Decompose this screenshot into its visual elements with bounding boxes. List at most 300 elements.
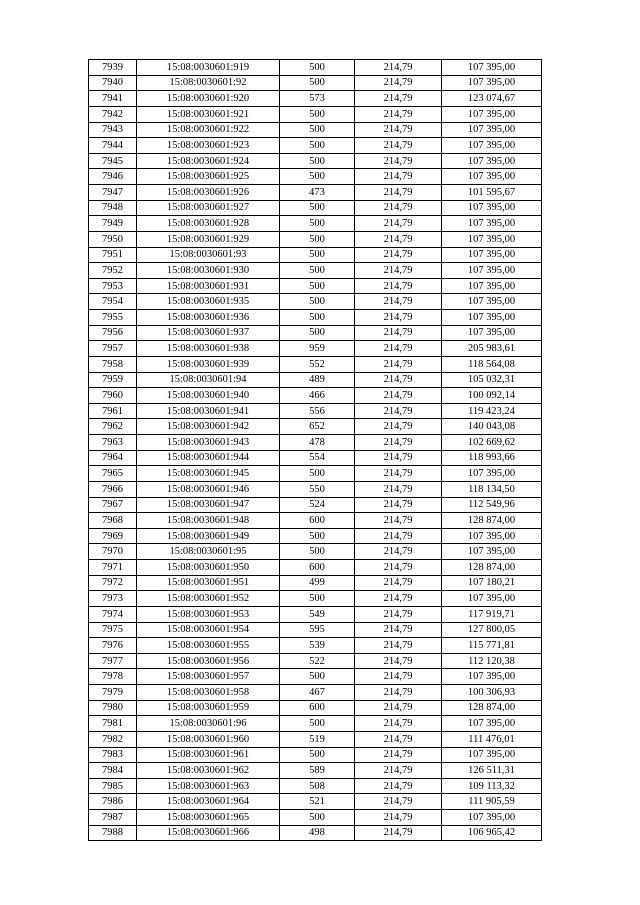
table-row <box>89 794 542 810</box>
row-number-cell: 7973 <box>89 591 137 607</box>
rate-cell: 214,79 <box>355 138 442 154</box>
row-number-cell: 7946 <box>89 169 137 185</box>
table-row <box>89 544 542 560</box>
area-cell: 600 <box>280 560 355 576</box>
area-cell: 959 <box>280 341 355 357</box>
table-row <box>89 591 542 607</box>
area-cell: 467 <box>280 685 355 701</box>
cadastral-number-cell: 15:08:0030601:946 <box>137 481 280 497</box>
table-row <box>89 372 542 388</box>
area-cell: 500 <box>280 669 355 685</box>
cadastral-number-cell: 15:08:0030601:940 <box>137 388 280 404</box>
table-row <box>89 185 542 201</box>
area-cell: 652 <box>280 419 355 435</box>
row-number-cell: 7945 <box>89 153 137 169</box>
table-row <box>89 716 542 732</box>
table-row <box>89 778 542 794</box>
data-table <box>88 59 542 841</box>
rate-cell: 214,79 <box>355 60 442 76</box>
area-cell: 524 <box>280 497 355 513</box>
rate-cell: 214,79 <box>355 403 442 419</box>
row-number-cell: 7953 <box>89 278 137 294</box>
table-row <box>89 91 542 107</box>
row-number-cell: 7964 <box>89 450 137 466</box>
table-row <box>89 278 542 294</box>
area-cell: 500 <box>280 247 355 263</box>
cadastral-number-cell: 15:08:0030601:937 <box>137 325 280 341</box>
row-number-cell: 7949 <box>89 216 137 232</box>
cadastral-number-cell: 15:08:0030601:949 <box>137 528 280 544</box>
rate-cell: 214,79 <box>355 310 442 326</box>
rate-cell: 214,79 <box>355 763 442 779</box>
cost-cell: 105 032,31 <box>442 372 542 388</box>
row-number-cell: 7962 <box>89 419 137 435</box>
table-row <box>89 216 542 232</box>
cadastral-number-cell: 15:08:0030601:93 <box>137 247 280 263</box>
table-row <box>89 153 542 169</box>
cadastral-number-cell: 15:08:0030601:963 <box>137 778 280 794</box>
cost-cell: 107 395,00 <box>442 122 542 138</box>
row-number-cell: 7951 <box>89 247 137 263</box>
cost-cell: 107 395,00 <box>442 75 542 91</box>
cadastral-number-cell: 15:08:0030601:95 <box>137 544 280 560</box>
rate-cell: 214,79 <box>355 231 442 247</box>
cadastral-number-cell: 15:08:0030601:954 <box>137 622 280 638</box>
cadastral-number-cell: 15:08:0030601:948 <box>137 513 280 529</box>
rate-cell: 214,79 <box>355 200 442 216</box>
area-cell: 519 <box>280 731 355 747</box>
cost-cell: 107 395,00 <box>442 528 542 544</box>
table-row <box>89 825 542 841</box>
cadastral-number-cell: 15:08:0030601:943 <box>137 435 280 451</box>
cadastral-number-cell: 15:08:0030601:945 <box>137 466 280 482</box>
cadastral-number-cell: 15:08:0030601:964 <box>137 794 280 810</box>
table-row <box>89 122 542 138</box>
row-number-cell: 7952 <box>89 263 137 279</box>
table-row <box>89 325 542 341</box>
cadastral-number-cell: 15:08:0030601:941 <box>137 403 280 419</box>
cost-cell: 107 395,00 <box>442 169 542 185</box>
cost-cell: 112 549,96 <box>442 497 542 513</box>
table-row <box>89 528 542 544</box>
table-row <box>89 200 542 216</box>
rate-cell: 214,79 <box>355 575 442 591</box>
table-row <box>89 481 542 497</box>
area-cell: 549 <box>280 606 355 622</box>
table-row <box>89 294 542 310</box>
rate-cell: 214,79 <box>355 419 442 435</box>
cost-cell: 107 395,00 <box>442 325 542 341</box>
cost-cell: 140 043,08 <box>442 419 542 435</box>
cost-cell: 107 395,00 <box>442 466 542 482</box>
row-number-cell: 7971 <box>89 560 137 576</box>
table-row <box>89 731 542 747</box>
table-row <box>89 231 542 247</box>
cadastral-number-cell: 15:08:0030601:927 <box>137 200 280 216</box>
table-row <box>89 685 542 701</box>
rate-cell: 214,79 <box>355 638 442 654</box>
rate-cell: 214,79 <box>355 685 442 701</box>
row-number-cell: 7948 <box>89 200 137 216</box>
rate-cell: 214,79 <box>355 794 442 810</box>
cost-cell: 111 476,01 <box>442 731 542 747</box>
area-cell: 500 <box>280 263 355 279</box>
area-cell: 500 <box>280 747 355 763</box>
row-number-cell: 7983 <box>89 747 137 763</box>
cost-cell: 118 134,50 <box>442 481 542 497</box>
rate-cell: 214,79 <box>355 513 442 529</box>
cost-cell: 109 113,32 <box>442 778 542 794</box>
row-number-cell: 7960 <box>89 388 137 404</box>
cadastral-number-cell: 15:08:0030601:936 <box>137 310 280 326</box>
table-row <box>89 622 542 638</box>
rate-cell: 214,79 <box>355 700 442 716</box>
area-cell: 500 <box>280 294 355 310</box>
rate-cell: 214,79 <box>355 169 442 185</box>
cost-cell: 100 306,93 <box>442 685 542 701</box>
table-row <box>89 60 542 76</box>
table-row <box>89 138 542 154</box>
cadastral-number-cell: 15:08:0030601:922 <box>137 122 280 138</box>
cost-cell: 119 423,24 <box>442 403 542 419</box>
rate-cell: 214,79 <box>355 466 442 482</box>
area-cell: 539 <box>280 638 355 654</box>
rate-cell: 214,79 <box>355 716 442 732</box>
rate-cell: 214,79 <box>355 356 442 372</box>
row-number-cell: 7978 <box>89 669 137 685</box>
cadastral-number-cell: 15:08:0030601:929 <box>137 231 280 247</box>
row-number-cell: 7987 <box>89 810 137 826</box>
rate-cell: 214,79 <box>355 91 442 107</box>
area-cell: 500 <box>280 544 355 560</box>
area-cell: 556 <box>280 403 355 419</box>
row-number-cell: 7940 <box>89 75 137 91</box>
table-row <box>89 169 542 185</box>
row-number-cell: 7950 <box>89 231 137 247</box>
cost-cell: 107 395,00 <box>442 716 542 732</box>
cost-cell: 107 395,00 <box>442 294 542 310</box>
cost-cell: 118 993,66 <box>442 450 542 466</box>
cadastral-number-cell: 15:08:0030601:961 <box>137 747 280 763</box>
table-row <box>89 575 542 591</box>
row-number-cell: 7985 <box>89 778 137 794</box>
cost-cell: 115 771,81 <box>442 638 542 654</box>
table-row <box>89 435 542 451</box>
row-number-cell: 7961 <box>89 403 137 419</box>
cadastral-number-cell: 15:08:0030601:965 <box>137 810 280 826</box>
cost-cell: 102 669,62 <box>442 435 542 451</box>
rate-cell: 214,79 <box>355 263 442 279</box>
cadastral-number-cell: 15:08:0030601:957 <box>137 669 280 685</box>
area-cell: 498 <box>280 825 355 841</box>
rate-cell: 214,79 <box>355 75 442 91</box>
row-number-cell: 7943 <box>89 122 137 138</box>
row-number-cell: 7967 <box>89 497 137 513</box>
rate-cell: 214,79 <box>355 388 442 404</box>
table-row <box>89 497 542 513</box>
table-row <box>89 263 542 279</box>
rate-cell: 214,79 <box>355 653 442 669</box>
rate-cell: 214,79 <box>355 153 442 169</box>
cost-cell: 128 874,00 <box>442 560 542 576</box>
cost-cell: 106 965,42 <box>442 825 542 841</box>
area-cell: 589 <box>280 763 355 779</box>
row-number-cell: 7944 <box>89 138 137 154</box>
rate-cell: 214,79 <box>355 435 442 451</box>
cost-cell: 107 395,00 <box>442 200 542 216</box>
row-number-cell: 7984 <box>89 763 137 779</box>
area-cell: 478 <box>280 435 355 451</box>
row-number-cell: 7975 <box>89 622 137 638</box>
rate-cell: 214,79 <box>355 450 442 466</box>
rate-cell: 214,79 <box>355 278 442 294</box>
row-number-cell: 7970 <box>89 544 137 560</box>
area-cell: 550 <box>280 481 355 497</box>
cost-cell: 107 395,00 <box>442 669 542 685</box>
cadastral-number-cell: 15:08:0030601:921 <box>137 106 280 122</box>
area-cell: 573 <box>280 91 355 107</box>
area-cell: 489 <box>280 372 355 388</box>
area-cell: 500 <box>280 106 355 122</box>
cadastral-number-cell: 15:08:0030601:925 <box>137 169 280 185</box>
table-row <box>89 638 542 654</box>
table-row <box>89 247 542 263</box>
cost-cell: 107 395,00 <box>442 747 542 763</box>
table-row <box>89 310 542 326</box>
cost-cell: 100 092,14 <box>442 388 542 404</box>
rate-cell: 214,79 <box>355 294 442 310</box>
table-row <box>89 466 542 482</box>
cost-cell: 117 919,71 <box>442 606 542 622</box>
area-cell: 499 <box>280 575 355 591</box>
cadastral-number-cell: 15:08:0030601:938 <box>137 341 280 357</box>
table-row <box>89 75 542 91</box>
cost-cell: 112 120,38 <box>442 653 542 669</box>
cost-cell: 107 395,00 <box>442 216 542 232</box>
area-cell: 500 <box>280 60 355 76</box>
row-number-cell: 7981 <box>89 716 137 732</box>
cost-cell: 126 511,31 <box>442 763 542 779</box>
rate-cell: 214,79 <box>355 731 442 747</box>
cost-cell: 107 395,00 <box>442 153 542 169</box>
cadastral-number-cell: 15:08:0030601:939 <box>137 356 280 372</box>
area-cell: 500 <box>280 325 355 341</box>
table-row <box>89 450 542 466</box>
cost-cell: 107 395,00 <box>442 106 542 122</box>
area-cell: 500 <box>280 216 355 232</box>
area-cell: 500 <box>280 122 355 138</box>
cadastral-number-cell: 15:08:0030601:924 <box>137 153 280 169</box>
area-cell: 500 <box>280 810 355 826</box>
rate-cell: 214,79 <box>355 247 442 263</box>
rate-cell: 214,79 <box>355 106 442 122</box>
cost-cell: 107 395,00 <box>442 278 542 294</box>
cadastral-number-cell: 15:08:0030601:930 <box>137 263 280 279</box>
row-number-cell: 7956 <box>89 325 137 341</box>
area-cell: 595 <box>280 622 355 638</box>
table-row <box>89 669 542 685</box>
cadastral-number-cell: 15:08:0030601:931 <box>137 278 280 294</box>
table-row <box>89 560 542 576</box>
table-row <box>89 763 542 779</box>
row-number-cell: 7954 <box>89 294 137 310</box>
row-number-cell: 7982 <box>89 731 137 747</box>
rate-cell: 214,79 <box>355 528 442 544</box>
cadastral-number-cell: 15:08:0030601:92 <box>137 75 280 91</box>
cadastral-number-cell: 15:08:0030601:96 <box>137 716 280 732</box>
rate-cell: 214,79 <box>355 481 442 497</box>
area-cell: 500 <box>280 466 355 482</box>
area-cell: 500 <box>280 138 355 154</box>
row-number-cell: 7969 <box>89 528 137 544</box>
rate-cell: 214,79 <box>355 825 442 841</box>
row-number-cell: 7939 <box>89 60 137 76</box>
cadastral-number-cell: 15:08:0030601:942 <box>137 419 280 435</box>
table-row <box>89 700 542 716</box>
area-cell: 522 <box>280 653 355 669</box>
cost-cell: 123 074,67 <box>442 91 542 107</box>
row-number-cell: 7980 <box>89 700 137 716</box>
area-cell: 500 <box>280 200 355 216</box>
cadastral-number-cell: 15:08:0030601:959 <box>137 700 280 716</box>
cost-cell: 107 395,00 <box>442 231 542 247</box>
rate-cell: 214,79 <box>355 622 442 638</box>
cost-cell: 107 395,00 <box>442 138 542 154</box>
rate-cell: 214,79 <box>355 185 442 201</box>
cost-cell: 118 564,08 <box>442 356 542 372</box>
cadastral-number-cell: 15:08:0030601:920 <box>137 91 280 107</box>
cost-cell: 111 905,59 <box>442 794 542 810</box>
area-cell: 600 <box>280 700 355 716</box>
cadastral-number-cell: 15:08:0030601:962 <box>137 763 280 779</box>
cadastral-number-cell: 15:08:0030601:956 <box>137 653 280 669</box>
rate-cell: 214,79 <box>355 544 442 560</box>
rate-cell: 214,79 <box>355 216 442 232</box>
row-number-cell: 7955 <box>89 310 137 326</box>
cost-cell: 107 395,00 <box>442 310 542 326</box>
row-number-cell: 7986 <box>89 794 137 810</box>
rate-cell: 214,79 <box>355 560 442 576</box>
row-number-cell: 7958 <box>89 356 137 372</box>
cost-cell: 127 800,05 <box>442 622 542 638</box>
cost-cell: 128 874,00 <box>442 700 542 716</box>
area-cell: 552 <box>280 356 355 372</box>
row-number-cell: 7947 <box>89 185 137 201</box>
area-cell: 500 <box>280 528 355 544</box>
cost-cell: 107 395,00 <box>442 591 542 607</box>
table-row <box>89 606 542 622</box>
table-row <box>89 341 542 357</box>
cost-cell: 107 395,00 <box>442 60 542 76</box>
row-number-cell: 7959 <box>89 372 137 388</box>
rate-cell: 214,79 <box>355 606 442 622</box>
cadastral-number-cell: 15:08:0030601:935 <box>137 294 280 310</box>
table-row <box>89 403 542 419</box>
cadastral-number-cell: 15:08:0030601:966 <box>137 825 280 841</box>
table-row <box>89 810 542 826</box>
area-cell: 521 <box>280 794 355 810</box>
area-cell: 500 <box>280 310 355 326</box>
area-cell: 500 <box>280 278 355 294</box>
rate-cell: 214,79 <box>355 778 442 794</box>
area-cell: 466 <box>280 388 355 404</box>
cadastral-number-cell: 15:08:0030601:928 <box>137 216 280 232</box>
row-number-cell: 7942 <box>89 106 137 122</box>
rate-cell: 214,79 <box>355 747 442 763</box>
rate-cell: 214,79 <box>355 341 442 357</box>
cadastral-number-cell: 15:08:0030601:950 <box>137 560 280 576</box>
area-cell: 500 <box>280 716 355 732</box>
table-row <box>89 747 542 763</box>
row-number-cell: 7963 <box>89 435 137 451</box>
cadastral-number-cell: 15:08:0030601:947 <box>137 497 280 513</box>
cadastral-number-cell: 15:08:0030601:955 <box>137 638 280 654</box>
table-row <box>89 106 542 122</box>
table-row <box>89 419 542 435</box>
cadastral-number-cell: 15:08:0030601:919 <box>137 60 280 76</box>
cost-cell: 128 874,00 <box>442 513 542 529</box>
rate-cell: 214,79 <box>355 591 442 607</box>
area-cell: 500 <box>280 231 355 247</box>
row-number-cell: 7976 <box>89 638 137 654</box>
rate-cell: 214,79 <box>355 325 442 341</box>
row-number-cell: 7941 <box>89 91 137 107</box>
area-cell: 508 <box>280 778 355 794</box>
cost-cell: 107 395,00 <box>442 544 542 560</box>
area-cell: 500 <box>280 169 355 185</box>
cadastral-number-cell: 15:08:0030601:944 <box>137 450 280 466</box>
cost-cell: 101 595,67 <box>442 185 542 201</box>
row-number-cell: 7957 <box>89 341 137 357</box>
row-number-cell: 7972 <box>89 575 137 591</box>
rate-cell: 214,79 <box>355 122 442 138</box>
table-body <box>89 60 542 841</box>
table-row <box>89 513 542 529</box>
rate-cell: 214,79 <box>355 810 442 826</box>
cadastral-number-cell: 15:08:0030601:951 <box>137 575 280 591</box>
row-number-cell: 7977 <box>89 653 137 669</box>
cadastral-number-cell: 15:08:0030601:952 <box>137 591 280 607</box>
area-cell: 500 <box>280 75 355 91</box>
cost-cell: 107 395,00 <box>442 810 542 826</box>
row-number-cell: 7974 <box>89 606 137 622</box>
cadastral-number-cell: 15:08:0030601:923 <box>137 138 280 154</box>
row-number-cell: 7988 <box>89 825 137 841</box>
cadastral-number-cell: 15:08:0030601:958 <box>137 685 280 701</box>
area-cell: 500 <box>280 153 355 169</box>
table-row <box>89 356 542 372</box>
row-number-cell: 7979 <box>89 685 137 701</box>
cost-cell: 205 983,61 <box>442 341 542 357</box>
area-cell: 473 <box>280 185 355 201</box>
cadastral-number-cell: 15:08:0030601:94 <box>137 372 280 388</box>
rate-cell: 214,79 <box>355 372 442 388</box>
rate-cell: 214,79 <box>355 497 442 513</box>
area-cell: 600 <box>280 513 355 529</box>
cadastral-number-cell: 15:08:0030601:953 <box>137 606 280 622</box>
cost-cell: 107 395,00 <box>442 247 542 263</box>
area-cell: 554 <box>280 450 355 466</box>
cost-cell: 107 395,00 <box>442 263 542 279</box>
row-number-cell: 7966 <box>89 481 137 497</box>
rate-cell: 214,79 <box>355 669 442 685</box>
area-cell: 500 <box>280 591 355 607</box>
row-number-cell: 7968 <box>89 513 137 529</box>
row-number-cell: 7965 <box>89 466 137 482</box>
cadastral-number-cell: 15:08:0030601:960 <box>137 731 280 747</box>
cadastral-number-cell: 15:08:0030601:926 <box>137 185 280 201</box>
table-row <box>89 388 542 404</box>
